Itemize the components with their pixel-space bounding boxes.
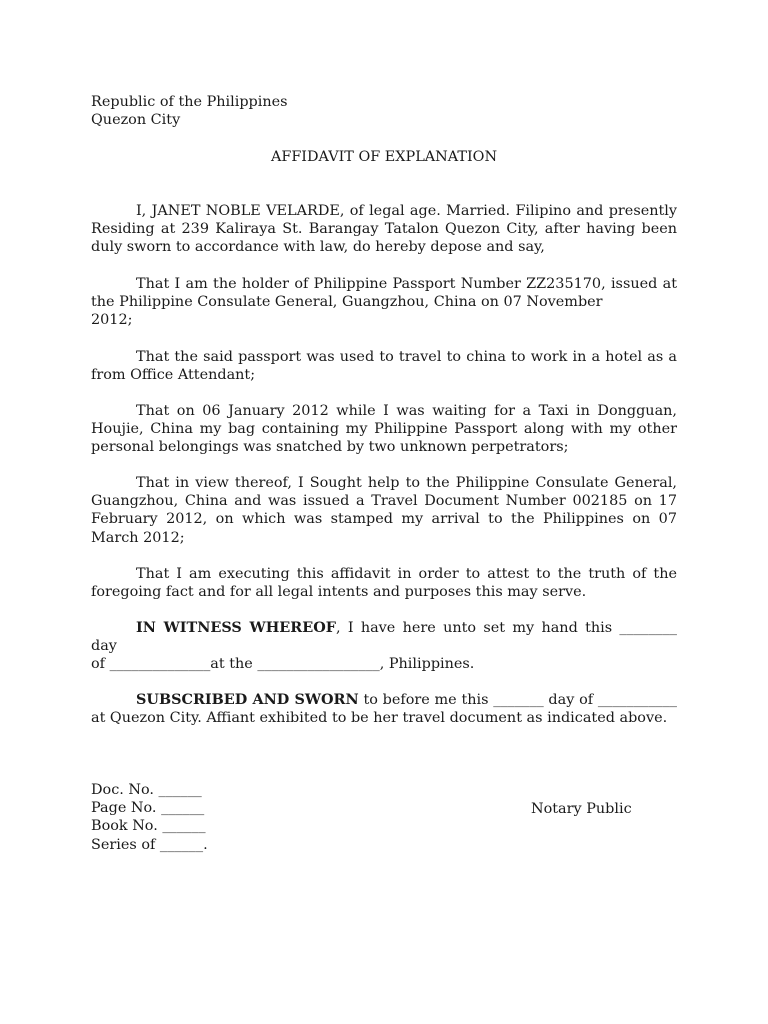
notary-public-label: Notary Public	[531, 801, 632, 817]
paragraph-line: of ______________at the _________________, Philippines.	[91, 656, 475, 673]
witness-whereof-heading: IN WITNESS WHEREOF	[136, 619, 336, 636]
paragraph-line: Residing at 239 Kaliraya St. Barangay Tatalon Quezon City, after having been	[91, 221, 677, 238]
series-of: Series of ______.	[91, 836, 208, 853]
paragraph-passport-holder	[91, 275, 677, 330]
paragraph-line: That I am executing this affidavit in order to attest to the truth of the	[136, 566, 677, 582]
header-city: Quezon City	[91, 112, 181, 129]
paragraph-line: Guangzhou, China and was issued a Travel Document Number 002185 on 17	[91, 493, 677, 510]
paragraph-line	[91, 619, 677, 655]
sworn-line-rest: to before me this _______ day of ___________	[358, 692, 677, 708]
paragraph-travel-document	[91, 474, 677, 547]
paragraph-line: That on 06 January 2012 while I was waiting for a Taxi in Dongguan,	[136, 403, 677, 419]
paragraph-subscribed-sworn	[91, 691, 677, 727]
book-number: Book No. ______	[91, 818, 206, 835]
paragraph-line: That in view thereof, I Sought help to the Philippine Consulate General,	[136, 475, 677, 491]
paragraph-passport-use	[91, 348, 677, 384]
paragraph-line: personal belongings was snatched by two unknown perpetrators;	[91, 439, 569, 456]
paragraph-line: That I am the holder of Philippine Passport Number ZZ235170, issued at	[136, 276, 677, 292]
paragraph-line: from Office Attendant;	[91, 367, 256, 384]
paragraph-line: foregoing fact and for all legal intents and purposes this may serve.	[91, 584, 587, 601]
paragraph-purpose	[91, 565, 677, 601]
paragraph-line: I, JANET NOBLE VELARDE, of legal age. Married. Filipino and presently	[136, 203, 677, 219]
paragraph-line: Houjie, China my bag containing my Philippine Passport along with my other	[91, 421, 677, 438]
witness-line-rest: , I have here unto set my hand this ________ day	[91, 620, 677, 655]
paragraph-line: That the said passport was used to travel to china to work in a hotel as a	[136, 349, 677, 365]
paragraph-line	[91, 691, 677, 709]
paragraph-affiant-identity	[91, 202, 677, 257]
paragraph-line: the Philippine Consulate General, Guangzhou, China on 07 November	[91, 294, 603, 311]
document-header	[91, 93, 288, 129]
paragraph-line: duly sworn to accordance with law, do hereby depose and say,	[91, 239, 545, 256]
paragraph-witness-whereof	[91, 619, 677, 674]
paragraph-line: at Quezon City. Affiant exhibited to be her travel document as indicated above.	[91, 710, 668, 727]
paragraph-line: March 2012;	[91, 529, 185, 546]
header-country: Republic of the Philippines	[91, 94, 288, 110]
paragraph-line: February 2012, on which was stamped my arrival to the Philippines on 07	[91, 511, 677, 528]
paragraph-line: 2012;	[91, 312, 133, 329]
notarial-register	[91, 781, 208, 854]
paragraph-incident	[91, 402, 677, 457]
subscribed-sworn-heading: SUBSCRIBED AND SWORN	[136, 691, 359, 708]
doc-number: Doc. No. ______	[91, 782, 202, 798]
document-title: AFFIDAVIT OF EXPLANATION	[270, 149, 498, 165]
page-number: Page No. ______	[91, 800, 205, 817]
